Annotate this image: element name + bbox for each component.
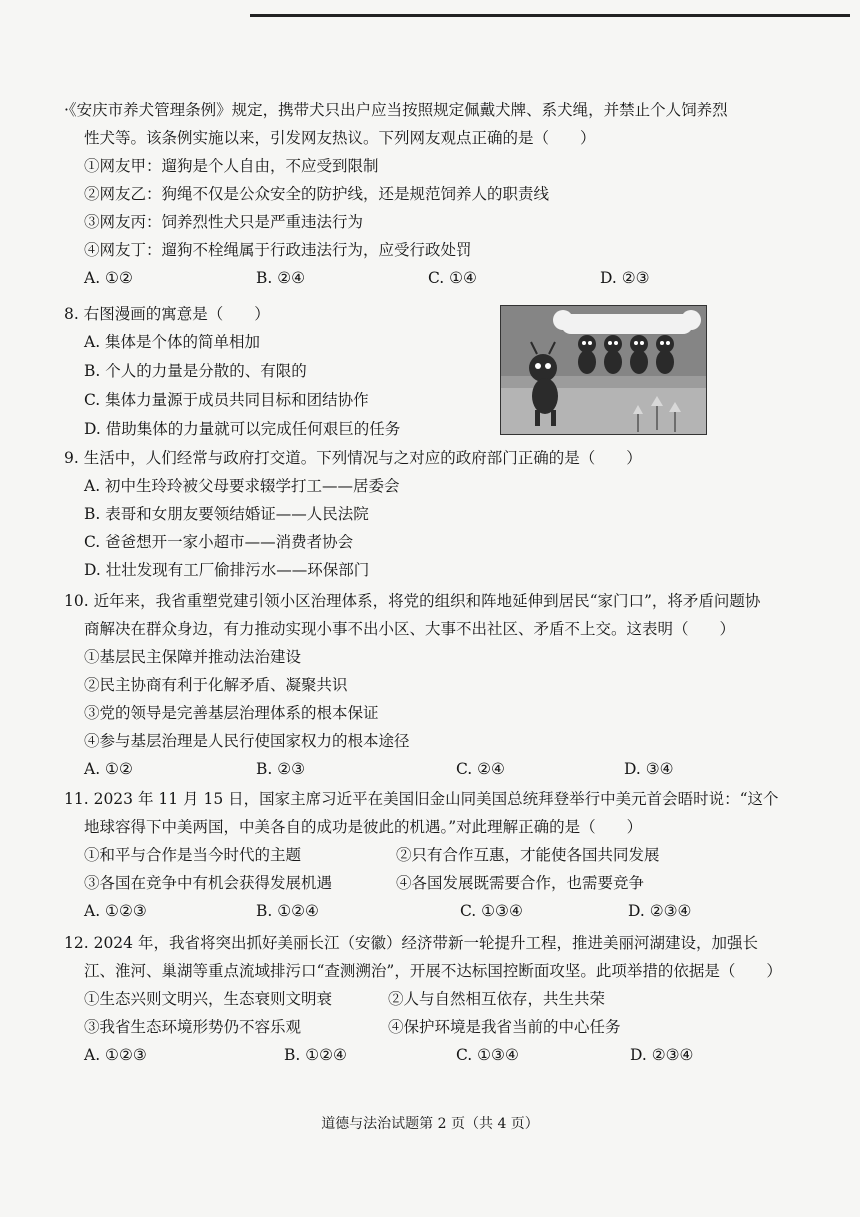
q7-stem-line1: ·《安庆市养犬管理条例》规定，携带犬只出户应当按照规定佩戴犬牌、系犬绳，并禁止个人饲养烈 [64,101,728,119]
q8-option-b[interactable]: B. 个人的力量是分散的、有限的 [84,362,307,380]
q12-statement-4: ④保护环境是我省当前的中心任务 [388,1018,621,1036]
q10-stem-line1: 10. 近年来，我省重塑党建引领小区治理体系，将党的组织和阵地延伸到居民“家门口”，将矛盾问题协 [64,592,761,610]
q9-option-b[interactable]: B. 表哥和女朋友要领结婚证——人民法院 [84,505,369,523]
top-rule [250,14,850,17]
q9-option-d[interactable]: D. 壮壮发现有工厂偷排污水——环保部门 [84,561,370,579]
ant-comic-image [500,305,707,435]
q11-statement-3: ③各国在竞争中有机会获得发展机遇 [84,874,333,892]
q7-option-c[interactable]: C. ①④ [428,269,477,287]
q12-option-b[interactable]: B. ①②④ [284,1046,347,1064]
q10-statement-1: ①基层民主保障并推动法治建设 [84,648,302,666]
q11-option-c[interactable]: C. ①③④ [460,902,523,920]
q7-option-a[interactable]: A. ①② [84,269,133,287]
q7-statement-1: ①网友甲：遛狗是个人自由，不应受到限制 [84,157,379,175]
q12-statement-3: ③我省生态环境形势仍不容乐观 [84,1018,302,1036]
q7-stem-line2: 性犬等。该条例实施以来，引发网友热议。下列网友观点正确的是（ ） [84,129,596,147]
q10-option-d[interactable]: D. ③④ [624,760,674,778]
ant-comic-drawing [501,306,706,434]
q10-statement-3: ③党的领导是完善基层治理体系的根本保证 [84,704,379,722]
q7-statement-3: ③网友丙：饲养烈性犬只是严重违法行为 [84,213,364,231]
q11-option-b[interactable]: B. ①②④ [256,902,319,920]
q11-stem-line2: 地球容得下中美两国，中美各自的成功是彼此的机遇。”对此理解正确的是（ ） [84,818,643,836]
q8-option-d[interactable]: D. 借助集体的力量就可以完成任何艰巨的任务 [84,420,401,438]
q12-statement-1: ①生态兴则文明兴，生态衰则文明衰 [84,990,333,1008]
q8-stem: 8. 右图漫画的寓意是（ ） [64,305,270,323]
q7-statement-4: ④网友丁：遛狗不栓绳属于行政违法行为，应受行政处罚 [84,241,472,259]
q8-option-c[interactable]: C. 集体力量源于成员共同目标和团结协作 [84,391,369,409]
q10-option-c[interactable]: C. ②④ [456,760,505,778]
q7-option-d[interactable]: D. ②③ [600,269,650,287]
q11-stem-line1: 11. 2023 年 11 月 15 日，国家主席习近平在美国旧金山同美国总统拜登举行中美元首会晤时说：“这个 [64,790,779,808]
q10-option-b[interactable]: B. ②③ [256,760,306,778]
q9-stem: 9. 生活中，人们经常与政府打交道。下列情况与之对应的政府部门正确的是（ ） [64,449,642,467]
page-footer: 道德与法治试题第 2 页（共 4 页） [321,1116,539,1132]
q10-stem-line2: 商解决在群众身边，有力推动实现小事不出小区、大事不出社区、矛盾不上交。这表明（ ） [84,620,736,638]
q12-option-c[interactable]: C. ①③④ [456,1046,519,1064]
q7-option-b[interactable]: B. ②④ [256,269,306,287]
q11-option-a[interactable]: A. ①②③ [84,902,147,920]
q7-statement-2: ②网友乙：狗绳不仅是公众安全的防护线，还是规范饲养人的职责线 [84,185,550,203]
q11-statement-2: ②只有合作互惠，才能使各国共同发展 [396,846,660,864]
q10-option-a[interactable]: A. ①② [84,760,133,778]
q11-option-d[interactable]: D. ②③④ [628,902,692,920]
q12-option-a[interactable]: A. ①②③ [84,1046,147,1064]
q11-statement-1: ①和平与合作是当今时代的主题 [84,846,302,864]
q8-option-a[interactable]: A. 集体是个体的简单相加 [84,333,261,351]
q10-statement-4: ④参与基层治理是人民行使国家权力的根本途径 [84,732,410,750]
q12-option-d[interactable]: D. ②③④ [630,1046,694,1064]
q9-option-a[interactable]: A. 初中生玲玲被父母要求辍学打工——居委会 [84,477,400,495]
q12-statement-2: ②人与自然相互依存，共生共荣 [388,990,606,1008]
q11-statement-4: ④各国发展既需要合作，也需要竞争 [396,874,645,892]
q9-option-c[interactable]: C. 爸爸想开一家小超市——消费者协会 [84,533,354,551]
q12-stem-line2: 江、淮河、巢湖等重点流域排污口“查测溯治”，开展不达标国控断面攻坚。此项举措的依据是（ ） [84,962,782,980]
q12-stem-line1: 12. 2024 年，我省将突出抓好美丽长江（安徽）经济带新一轮提升工程，推进美丽河湖建设，加强长 [64,934,758,952]
q10-statement-2: ②民主协商有利于化解矛盾、凝聚共识 [84,676,348,694]
